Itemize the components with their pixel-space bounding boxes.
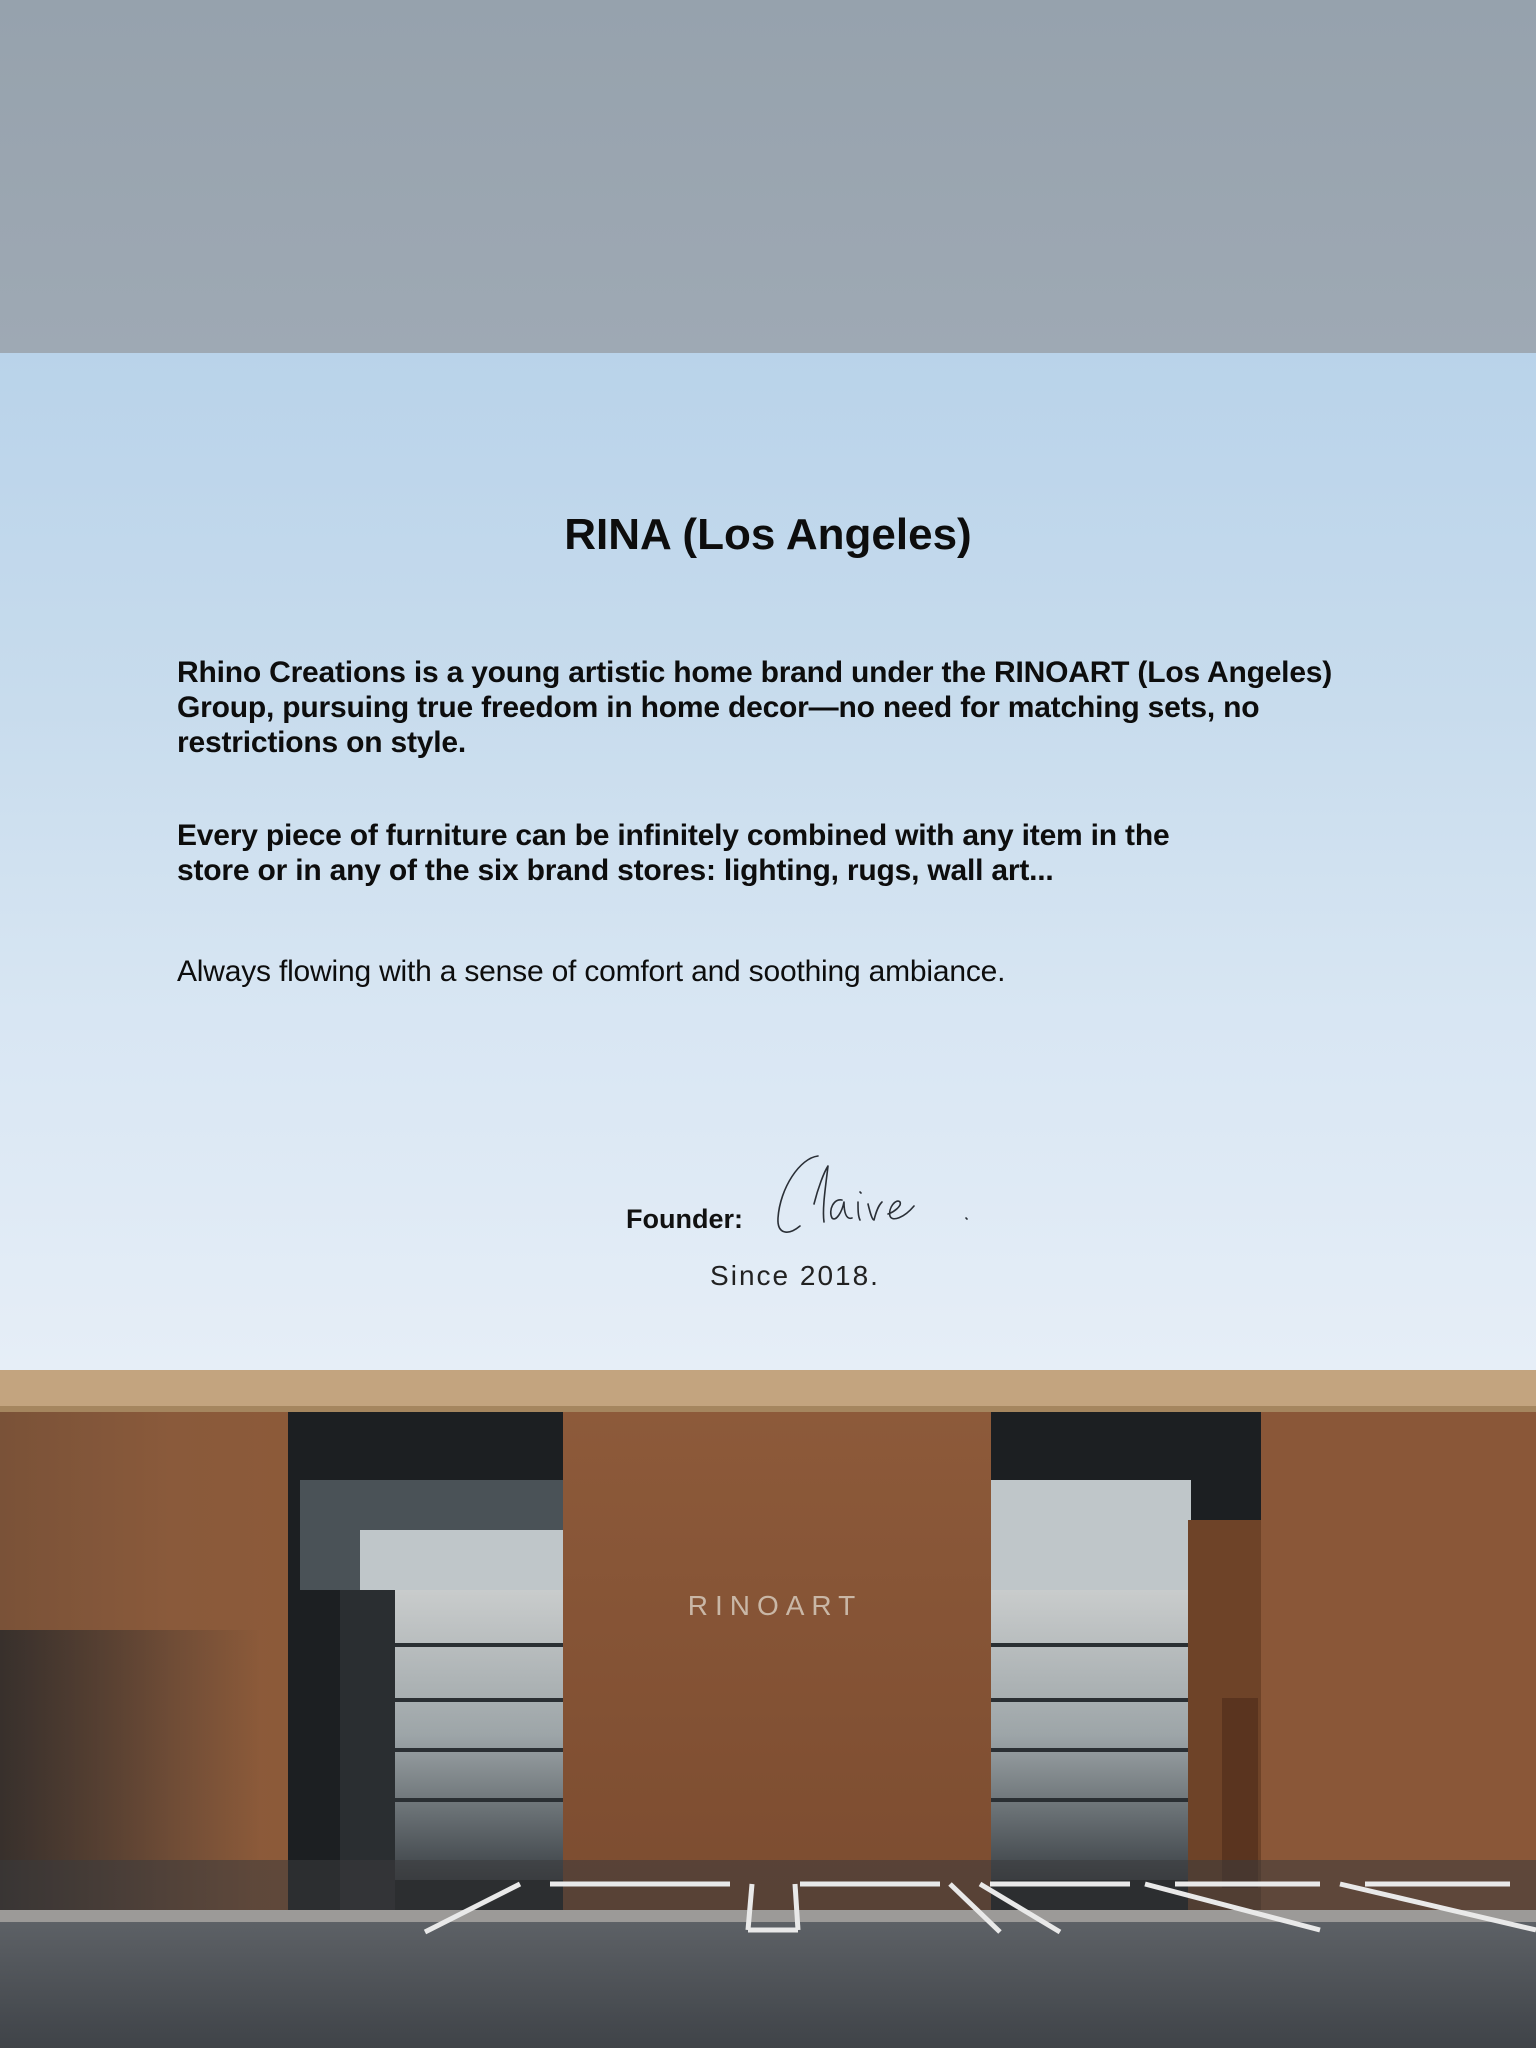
intro-paragraph: Rhino Creations is a young artistic home brand under the RINOART (Los Angeles) Group, pursuing true freedom in home decor—no need for matching sets, no restrictions on style. xyxy=(177,656,1333,759)
founder-label: Founder: xyxy=(626,1204,743,1234)
rinoart-building-photo xyxy=(0,1370,1536,2048)
founder-signature xyxy=(770,1148,980,1248)
page-title: RINA (Los Angeles) xyxy=(564,510,972,559)
top-gray-band xyxy=(0,0,1536,353)
since-year: Since 2018. xyxy=(710,1260,880,1291)
ambiance-paragraph: Always flowing with a sense of comfort and soothing ambiance. xyxy=(177,955,1006,988)
building-sign: RINOART xyxy=(687,1590,863,1621)
combination-paragraph: Every piece of furniture can be infinitely combined with any item in the store or in any of the six brand stores: lighting, rugs, wall art... xyxy=(177,819,1170,887)
